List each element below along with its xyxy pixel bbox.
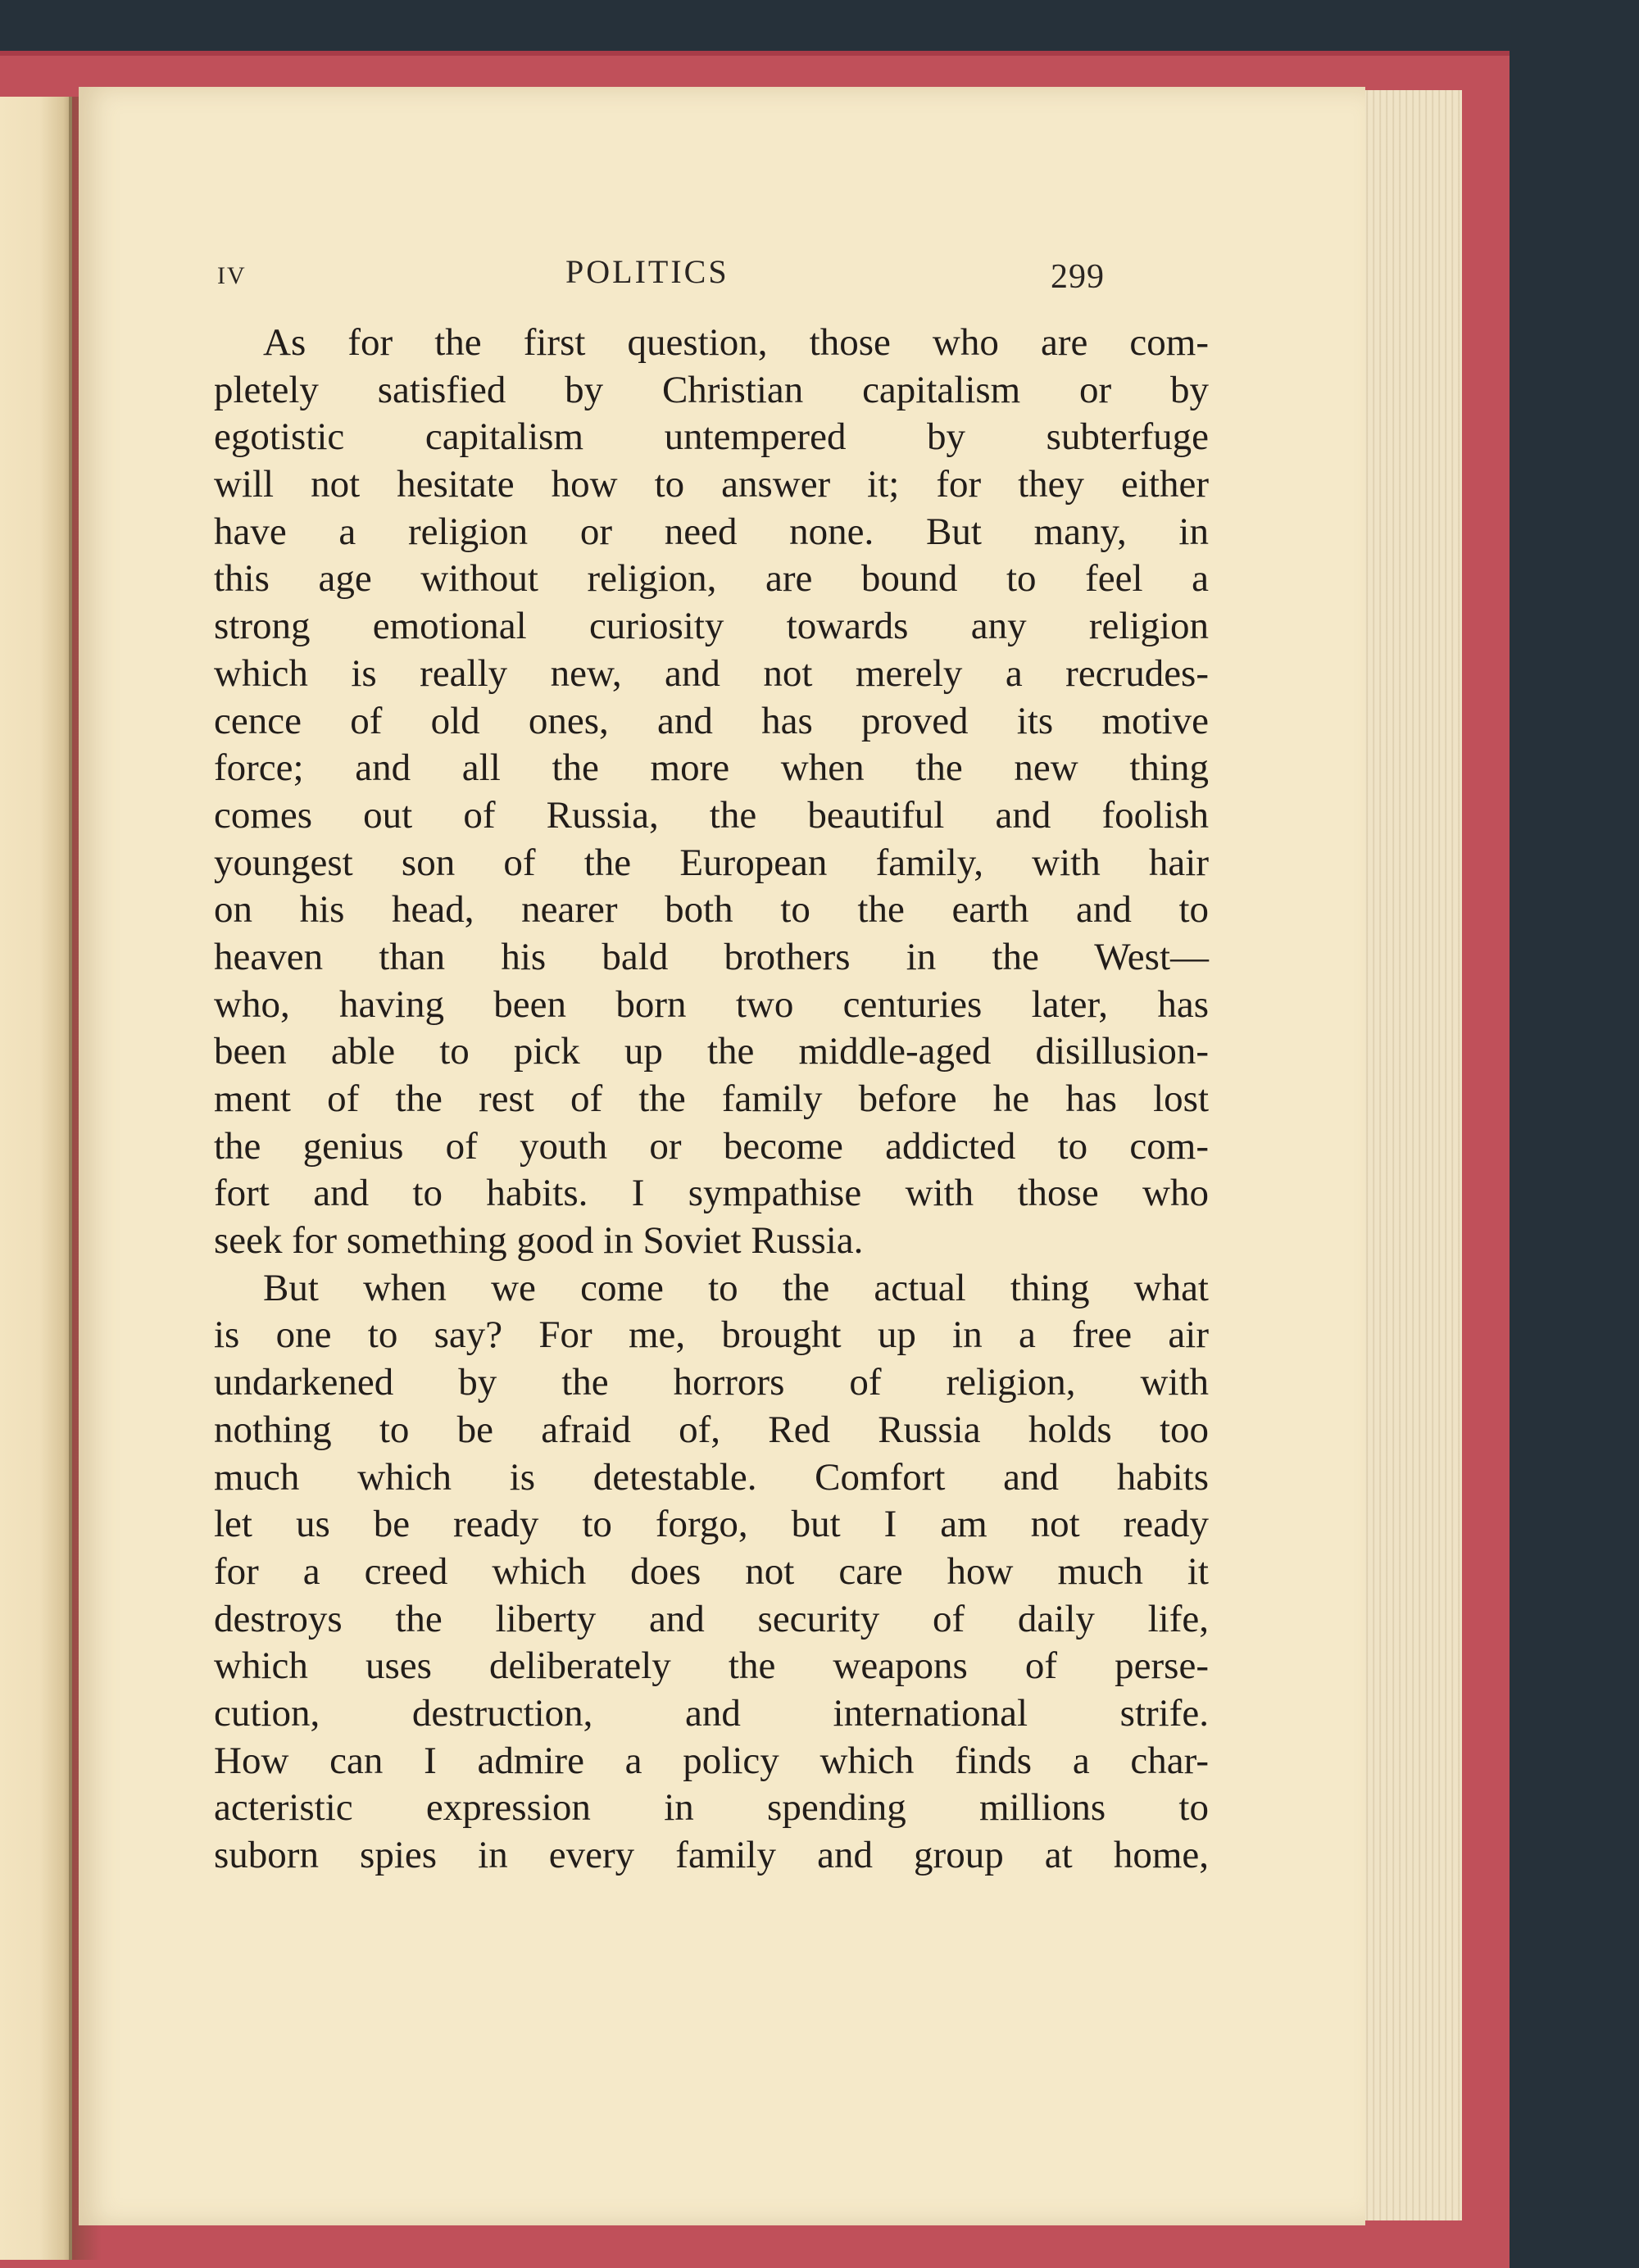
text-line: undarkened by the horrors of religion, with	[214, 1361, 1209, 1404]
text-line: ment of the rest of the family before he has lost	[214, 1077, 1209, 1120]
text-line: who, having been born two centuries later, has	[214, 982, 1209, 1026]
text-line: much which is detestable. Comfort and habits	[214, 1455, 1209, 1499]
section-number: IV	[217, 262, 247, 289]
text-line: strong emotional curiosity towards any religion	[214, 605, 1209, 648]
paragraph-2	[214, 1265, 1209, 1880]
text-line: How can I admire a policy which finds a char-	[214, 1739, 1209, 1782]
book-page	[79, 87, 1365, 2225]
text-line: comes out of Russia, the beautiful and foolish	[214, 793, 1209, 837]
page-number: 299	[1051, 258, 1105, 296]
text-line: on his head, nearer both to the earth and to	[214, 888, 1209, 932]
text-line: been able to pick up the middle-aged disillusion-	[214, 1030, 1209, 1073]
paragraph-1	[214, 320, 1209, 1265]
text-line: But when we come to the actual thing what	[263, 1266, 1209, 1309]
text-line: this age without religion, are bound to feel a	[214, 557, 1209, 601]
text-line: suborn spies in every family and group at home,	[214, 1834, 1209, 1876]
running-head	[79, 252, 1365, 302]
text-line: for a creed which does not care how much it	[214, 1549, 1209, 1593]
text-line: destroys the liberty and security of daily life,	[214, 1597, 1209, 1640]
text-line: cution, destruction, and international strife.	[214, 1691, 1209, 1735]
text-line: which uses deliberately the weapons of perse-	[214, 1644, 1209, 1688]
text-line: is one to say? For me, brought up in a free air	[214, 1313, 1209, 1357]
text-line: which is really new, and not merely a recrudes-	[214, 651, 1209, 695]
text-line: have a religion or need none. But many, in	[214, 510, 1209, 553]
text-line: let us be ready to forgo, but I am not ready	[214, 1503, 1209, 1546]
body-text	[214, 320, 1209, 1880]
text-line: the genius of youth or become addicted to com-	[214, 1124, 1209, 1168]
left-page-edge	[0, 97, 72, 2260]
text-line: force; and all the more when the new thing	[214, 746, 1209, 790]
text-line: youngest son of the European family, with hair	[214, 841, 1209, 884]
text-line: fort and to habits. I sympathise with those who	[214, 1172, 1209, 1215]
text-line: acteristic expression in spending millions to	[214, 1786, 1209, 1830]
text-line: pletely satisfied by Christian capitalism or by	[214, 368, 1209, 411]
text-line: heaven than his bald brothers in the West—	[214, 935, 1209, 978]
running-title: POLITICS	[565, 253, 729, 290]
text-line: egotistic capitalism untempered by subterfuge	[214, 415, 1209, 459]
text-line: will not hesitate how to answer it; for they either	[214, 463, 1209, 506]
text-line: seek for something good in Soviet Russia.	[214, 1219, 864, 1263]
text-line: As for the first question, those who are com-	[263, 321, 1209, 364]
text-line: nothing to be afraid of, Red Russia holds too	[214, 1408, 1209, 1451]
text-line: cence of old ones, and has proved its motive	[214, 699, 1209, 742]
page-fore-edge	[1360, 90, 1462, 2220]
